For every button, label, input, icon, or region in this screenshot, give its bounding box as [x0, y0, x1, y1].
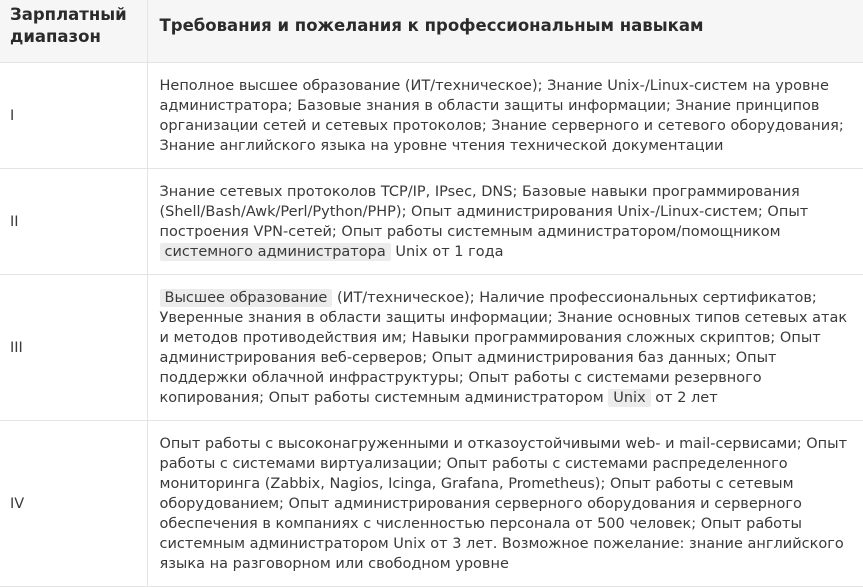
- range-cell: IV: [0, 421, 147, 587]
- range-cell: II: [0, 169, 147, 275]
- requirements-cell: Неполное высшее образование (ИТ/техническое); Знание Unix-/Linux-систем на уровне администратора; Базовые знания в области защиты информации; Знание принципов организации сетей и сетевых протоколов; Знание серверного и сетевого оборудования; Знание английского языка на уровне чтения технической документации: [147, 63, 863, 169]
- requirements-text: от 2 лет: [655, 389, 718, 406]
- requirements-cell: [147, 169, 863, 275]
- table-row: [0, 63, 863, 169]
- requirements-text: Знание сетевых протоколов TCP/IP, IPsec, DNS; Базовые навыки программирования (Shell/Bash/Awk/Perl/Python/PHP); Опыт администрирования Unix-/Linux-систем; Опыт построения VPN-сетей; Опыт работы системным администратором/помощником: [159, 183, 809, 240]
- header-salary-range: Зарплатный диапазон: [0, 0, 147, 63]
- requirements-text: (ИТ/техническое); Наличие профессиональных сертификатов; Уверенные знания в области защиты информации; Знание основных типов сетевых атак и методов противодействия им; Навыки программирования сложных скриптов; Опыт администрирования веб-серверов; Опыт администрирования баз данных; Опыт поддержки облачной инфраструктуры; Опыт работы с системами резервного копирования; Опыт работы системным администратором: [159, 289, 848, 406]
- table-row: [0, 421, 863, 587]
- requirements-cell: [147, 275, 863, 421]
- range-cell: I: [0, 63, 147, 169]
- highlighted-term: Высшее образование: [160, 289, 333, 307]
- highlighted-term: Unix: [608, 389, 650, 407]
- requirements-text: Unix от 1 года: [395, 243, 504, 260]
- table-row: [0, 275, 863, 421]
- table-header-row: [0, 0, 863, 63]
- highlighted-term: системного администратора: [160, 243, 391, 261]
- range-cell: III: [0, 275, 147, 421]
- header-requirements: Требования и пожелания к профессиональным навыкам: [147, 0, 863, 63]
- table-row: [0, 169, 863, 275]
- requirements-cell: Опыт работы с высоконагруженными и отказоустойчивыми web- и mail-сервисами; Опыт работы с системами виртуализации; Опыт работы с системами распределенного мониторинга (Zabbix, Nagios, Icinga, Grafana, Prometheus); Опыт работы с сетевым оборудованием; Опыт администрирования серверного оборудования и серверного обеспечения в компаниях с численностью персонала от 500 человек; Опыт работы системным администратором Unix от 3 лет. Возможное пожелание: знание английского языка на разговорном или свободном уровне: [147, 421, 863, 587]
